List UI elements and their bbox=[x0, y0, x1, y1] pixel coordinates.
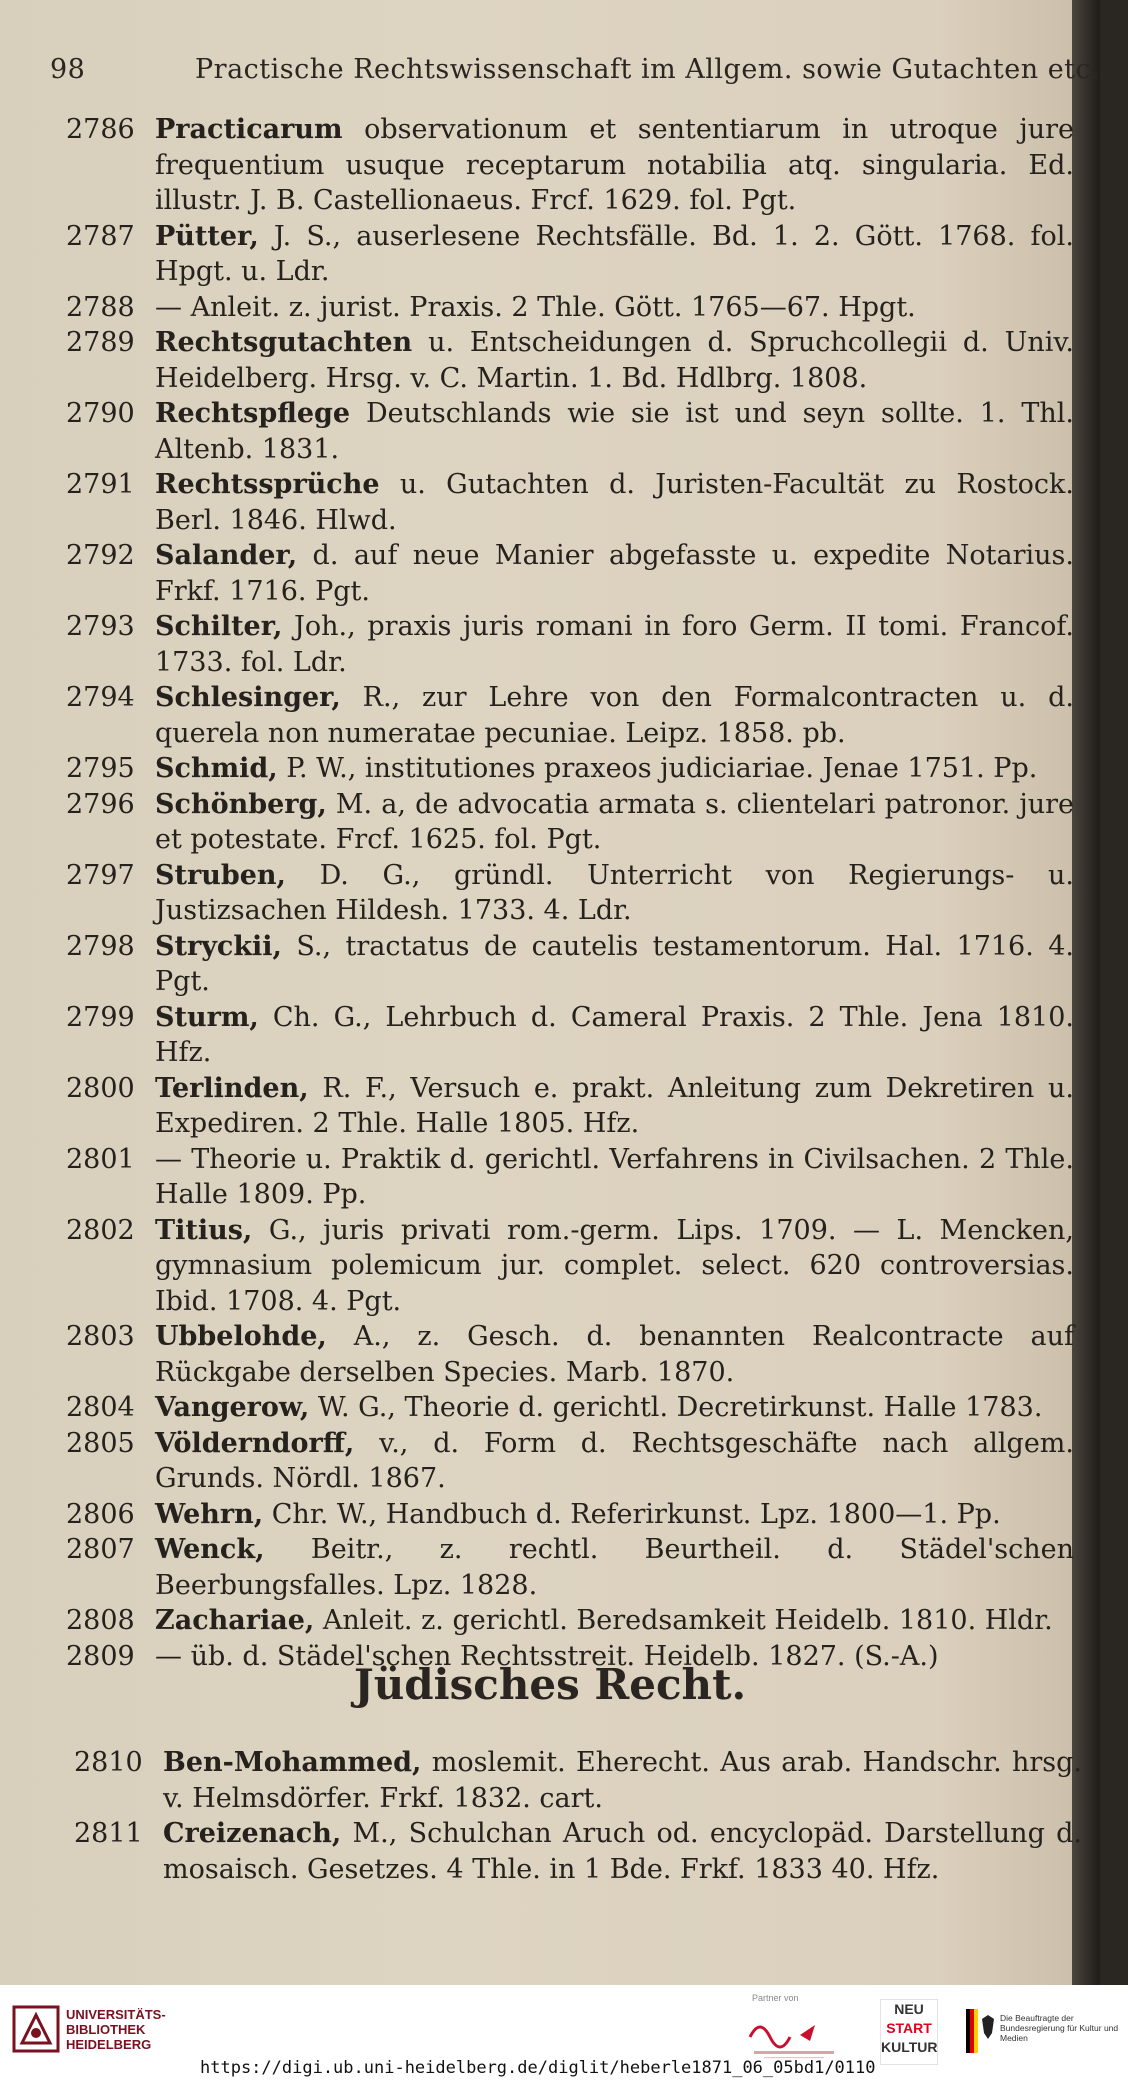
entry-author: Stryckii, bbox=[155, 930, 282, 962]
entry-author: Wehrn, bbox=[155, 1498, 264, 1530]
entry-text: — Anleit. z. jurist. Praxis. 2 Thle. Gött. 1765—67. Hpgt. bbox=[155, 291, 916, 323]
entry-author: Struben, bbox=[155, 859, 286, 891]
entry-text: u. Entscheidungen d. Spruchcollegii d. Univ. Heidelberg. Hrsg. v. C. Martin. 1. Bd. Hdlbrg. 1808. bbox=[155, 327, 1074, 394]
entry-text: d. auf neue Manier abgefasste u. expedite Notarius. Frkf. 1716. Pgt. bbox=[155, 540, 1074, 607]
catalog-entry bbox=[0, 1213, 1090, 1320]
entry-number: 2790 bbox=[66, 398, 135, 429]
entry-number: 2794 bbox=[66, 682, 135, 713]
entry-number: 2809 bbox=[66, 1640, 135, 1672]
catalog-entry bbox=[0, 112, 1090, 219]
entry-author: Creizenach, bbox=[163, 1818, 342, 1849]
entry-author: Wenck, bbox=[155, 1534, 265, 1565]
section-title: Jüdisches Recht. bbox=[353, 1660, 747, 1709]
entry-author: Schilter, bbox=[155, 611, 283, 642]
entry-number: 2806 bbox=[66, 1498, 135, 1530]
entry-number: 2788 bbox=[66, 291, 135, 323]
entry-number: 2805 bbox=[66, 1427, 135, 1459]
entry-text: observationum et sententiarum in utroque jure frequentium usuque receptarum notabilia atq. singularia. Ed. illustr. J. B. Castellionaeus. Frcf. 1629. fol. Pgt. bbox=[155, 114, 1074, 216]
entry-text: D. G., gründl. Unterricht von Regierungs- u. Justizsachen Hildesh. 1733. 4. Ldr. bbox=[155, 859, 1074, 926]
catalog-entry bbox=[0, 787, 1090, 858]
entry-author: Rechtsgutachten bbox=[155, 327, 413, 358]
catalog-entry bbox=[0, 325, 1090, 396]
entry-text: Anleit. z. gerichtl. Beredsamkeit Heidelb. 1810. Hldr. bbox=[314, 1605, 1053, 1636]
catalog-entry bbox=[0, 609, 1090, 680]
catalog-entries bbox=[0, 112, 1090, 1674]
entry-text: M., Schulchan Aruch od. encyclopäd. Darstellung d. mosaisch. Gesetzes. 4 Thle. in 1 Bde. Frkf. 1833 40. Hfz. bbox=[163, 1818, 1082, 1885]
entry-number: 2807 bbox=[66, 1534, 135, 1565]
entry-number: 2795 bbox=[66, 753, 135, 784]
running-title: Practische Rechtswissenschaft im Allgem. sowie Gutachten etc. bbox=[195, 54, 1100, 85]
entry-text: Chr. W., Handbuch d. Referirkunst. Lpz. 1800—1. Pp. bbox=[263, 1498, 1001, 1530]
entry-number: 2797 bbox=[66, 859, 135, 891]
catalog-entry bbox=[0, 538, 1090, 609]
entry-text: P. W., institutiones praxeos judiciariae. Jenae 1751. Pp. bbox=[277, 753, 1038, 784]
entry-text: G., juris privati rom.-germ. Lips. 1709. — L. Mencken, gymnasium polemicum jur. complet. select. 620 controversias. Ibid. 1708. 4. Pgt. bbox=[155, 1214, 1074, 1317]
entry-author: Vangerow, bbox=[155, 1392, 310, 1423]
entry-text: Beitr., z. rechtl. Beurtheil. d. Städel'schen Beerbungsfalles. Lpz. 1828. bbox=[155, 1534, 1074, 1601]
entry-author: Schlesinger, bbox=[155, 682, 341, 713]
entry-number: 2787 bbox=[66, 220, 135, 252]
partner-label: Partner von bbox=[752, 1993, 799, 2003]
entry-text: W. G., Theorie d. gerichtl. Decretirkunst. Halle 1783. bbox=[309, 1392, 1043, 1423]
university-seal-icon bbox=[12, 2003, 60, 2055]
entry-author: Zachariae, bbox=[155, 1605, 315, 1636]
catalog-entry bbox=[8, 1745, 1098, 1816]
catalog-entry bbox=[0, 680, 1090, 751]
entry-text: moslemit. Eherecht. Aus arab. Handschr. hrsg. v. Helmsdörfer. Frkf. 1832. cart. bbox=[163, 1747, 1082, 1814]
bkm-logo: Die Beauftragte der Bundesregierung für Kultur und Medien bbox=[966, 2009, 1124, 2059]
entry-author: Völderndorff, bbox=[155, 1427, 355, 1459]
catalog-entry bbox=[0, 1071, 1090, 1142]
catalog-entry bbox=[0, 1142, 1090, 1213]
entry-author: Sturm, bbox=[155, 1001, 259, 1033]
entry-number: 2800 bbox=[66, 1072, 135, 1104]
catalog-entry bbox=[0, 1497, 1090, 1533]
entry-author: Practicarum bbox=[155, 114, 343, 145]
university-name: UNIVERSITÄTS- BIBLIOTHEK HEIDELBERG bbox=[66, 2007, 166, 2052]
entry-number: 2786 bbox=[66, 114, 135, 145]
entry-text: Joh., praxis juris romani in foro Germ. II tomi. Francof. 1733. fol. Ldr. bbox=[155, 611, 1074, 678]
entry-number: 2810 bbox=[74, 1747, 143, 1778]
entry-number: 2793 bbox=[66, 611, 135, 642]
entry-author: Pütter, bbox=[155, 220, 259, 252]
entry-author: Schönberg, bbox=[155, 788, 327, 820]
neustart-kultur-logo: NEU START KULTUR bbox=[880, 1999, 938, 2065]
catalog-entry bbox=[0, 290, 1090, 326]
entry-text: A., z. Gesch. d. benannten Realcontracte auf Rückgabe derselben Species. Marb. 1870. bbox=[155, 1321, 1074, 1388]
catalog-entry bbox=[0, 929, 1090, 1000]
entry-number: 2801 bbox=[66, 1143, 135, 1175]
entry-number: 2792 bbox=[66, 540, 135, 571]
entry-author: Ben-Mohammed, bbox=[163, 1747, 422, 1778]
catalog-entries-juedisches-recht bbox=[8, 1745, 1098, 1887]
catalog-entry bbox=[0, 1426, 1090, 1497]
entry-number: 2803 bbox=[66, 1321, 135, 1352]
catalog-entry bbox=[0, 1319, 1090, 1390]
entry-author: Schmid, bbox=[155, 753, 278, 784]
entry-number: 2811 bbox=[74, 1818, 143, 1849]
entry-author: Salander, bbox=[155, 540, 298, 571]
federal-eagle-icon bbox=[966, 2009, 996, 2053]
entry-number: 2791 bbox=[66, 469, 135, 500]
page-header bbox=[50, 54, 1100, 94]
entry-number: 2799 bbox=[66, 1001, 135, 1033]
entry-text: v., d. Form d. Rechtsgeschäfte nach allgem. Grunds. Nördl. 1867. bbox=[155, 1427, 1074, 1494]
entry-author: Terlinden, bbox=[155, 1072, 309, 1104]
entry-author: Ubbelohde, bbox=[155, 1321, 327, 1352]
catalog-entry bbox=[0, 1390, 1090, 1426]
entry-text: M. a, de advocatia armata s. clientelari patronor. jure et potestate. Frcf. 1625. fol. Pgt. bbox=[155, 788, 1074, 855]
entry-number: 2808 bbox=[66, 1605, 135, 1636]
entry-author: Rechtssprüche bbox=[155, 469, 380, 500]
entry-text: R. F., Versuch e. prakt. Anleitung zum Dekretiren u. Expediren. 2 Thle. Halle 1805. Hfz. bbox=[155, 1072, 1074, 1139]
catalog-entry bbox=[0, 1000, 1090, 1071]
catalog-entry bbox=[0, 219, 1090, 290]
entry-number: 2796 bbox=[66, 788, 135, 820]
entry-text: — Theorie u. Praktik d. gerichtl. Verfahrens in Civilsachen. 2 Thle. Halle 1809. Pp. bbox=[155, 1143, 1074, 1210]
entry-author: Titius, bbox=[155, 1214, 253, 1246]
catalog-entry bbox=[8, 1816, 1098, 1887]
catalog-entry bbox=[0, 1532, 1090, 1603]
page-number: 98 bbox=[50, 54, 86, 85]
entry-number: 2798 bbox=[66, 930, 135, 962]
entry-number: 2802 bbox=[66, 1214, 135, 1246]
entry-text: J. S., auserlesene Rechtsfälle. Bd. 1. 2. Gött. 1768. fol. Hpgt. u. Ldr. bbox=[155, 220, 1074, 287]
catalog-entry bbox=[0, 751, 1090, 787]
catalog-entry bbox=[0, 467, 1090, 538]
catalog-entry bbox=[0, 858, 1090, 929]
entry-text: R., zur Lehre von den Formalcontracten u. d. querela non numeratae pecuniae. Leipz. 1858. pb. bbox=[155, 682, 1074, 749]
entry-text: — üb. d. Städel'schen Rechtsstreit. Heidelb. 1827. (S.-A.) bbox=[155, 1640, 939, 1672]
source-url-link[interactable]: https://digi.ub.uni-heidelberg.de/diglit/heberle1871_06_05bd1/0110 bbox=[196, 2058, 880, 2078]
entry-text: u. Gutachten d. Juristen-Facultät zu Rostock. Berl. 1846. Hlwd. bbox=[155, 469, 1074, 536]
entry-text: Deutschlands wie sie ist und seyn sollte. 1. Thl. Altenb. 1831. bbox=[155, 398, 1074, 465]
entry-text: Ch. G., Lehrbuch d. Cameral Praxis. 2 Thle. Jena 1810. Hfz. bbox=[155, 1001, 1074, 1068]
entry-text: S., tractatus de cautelis testamentorum. Hal. 1716. 4. Pgt. bbox=[155, 930, 1074, 997]
catalog-entry bbox=[0, 396, 1090, 467]
entry-number: 2804 bbox=[66, 1392, 135, 1423]
catalog-entry bbox=[0, 1603, 1090, 1639]
entry-number: 2789 bbox=[66, 327, 135, 358]
entry-author: Rechtspflege bbox=[155, 398, 351, 429]
